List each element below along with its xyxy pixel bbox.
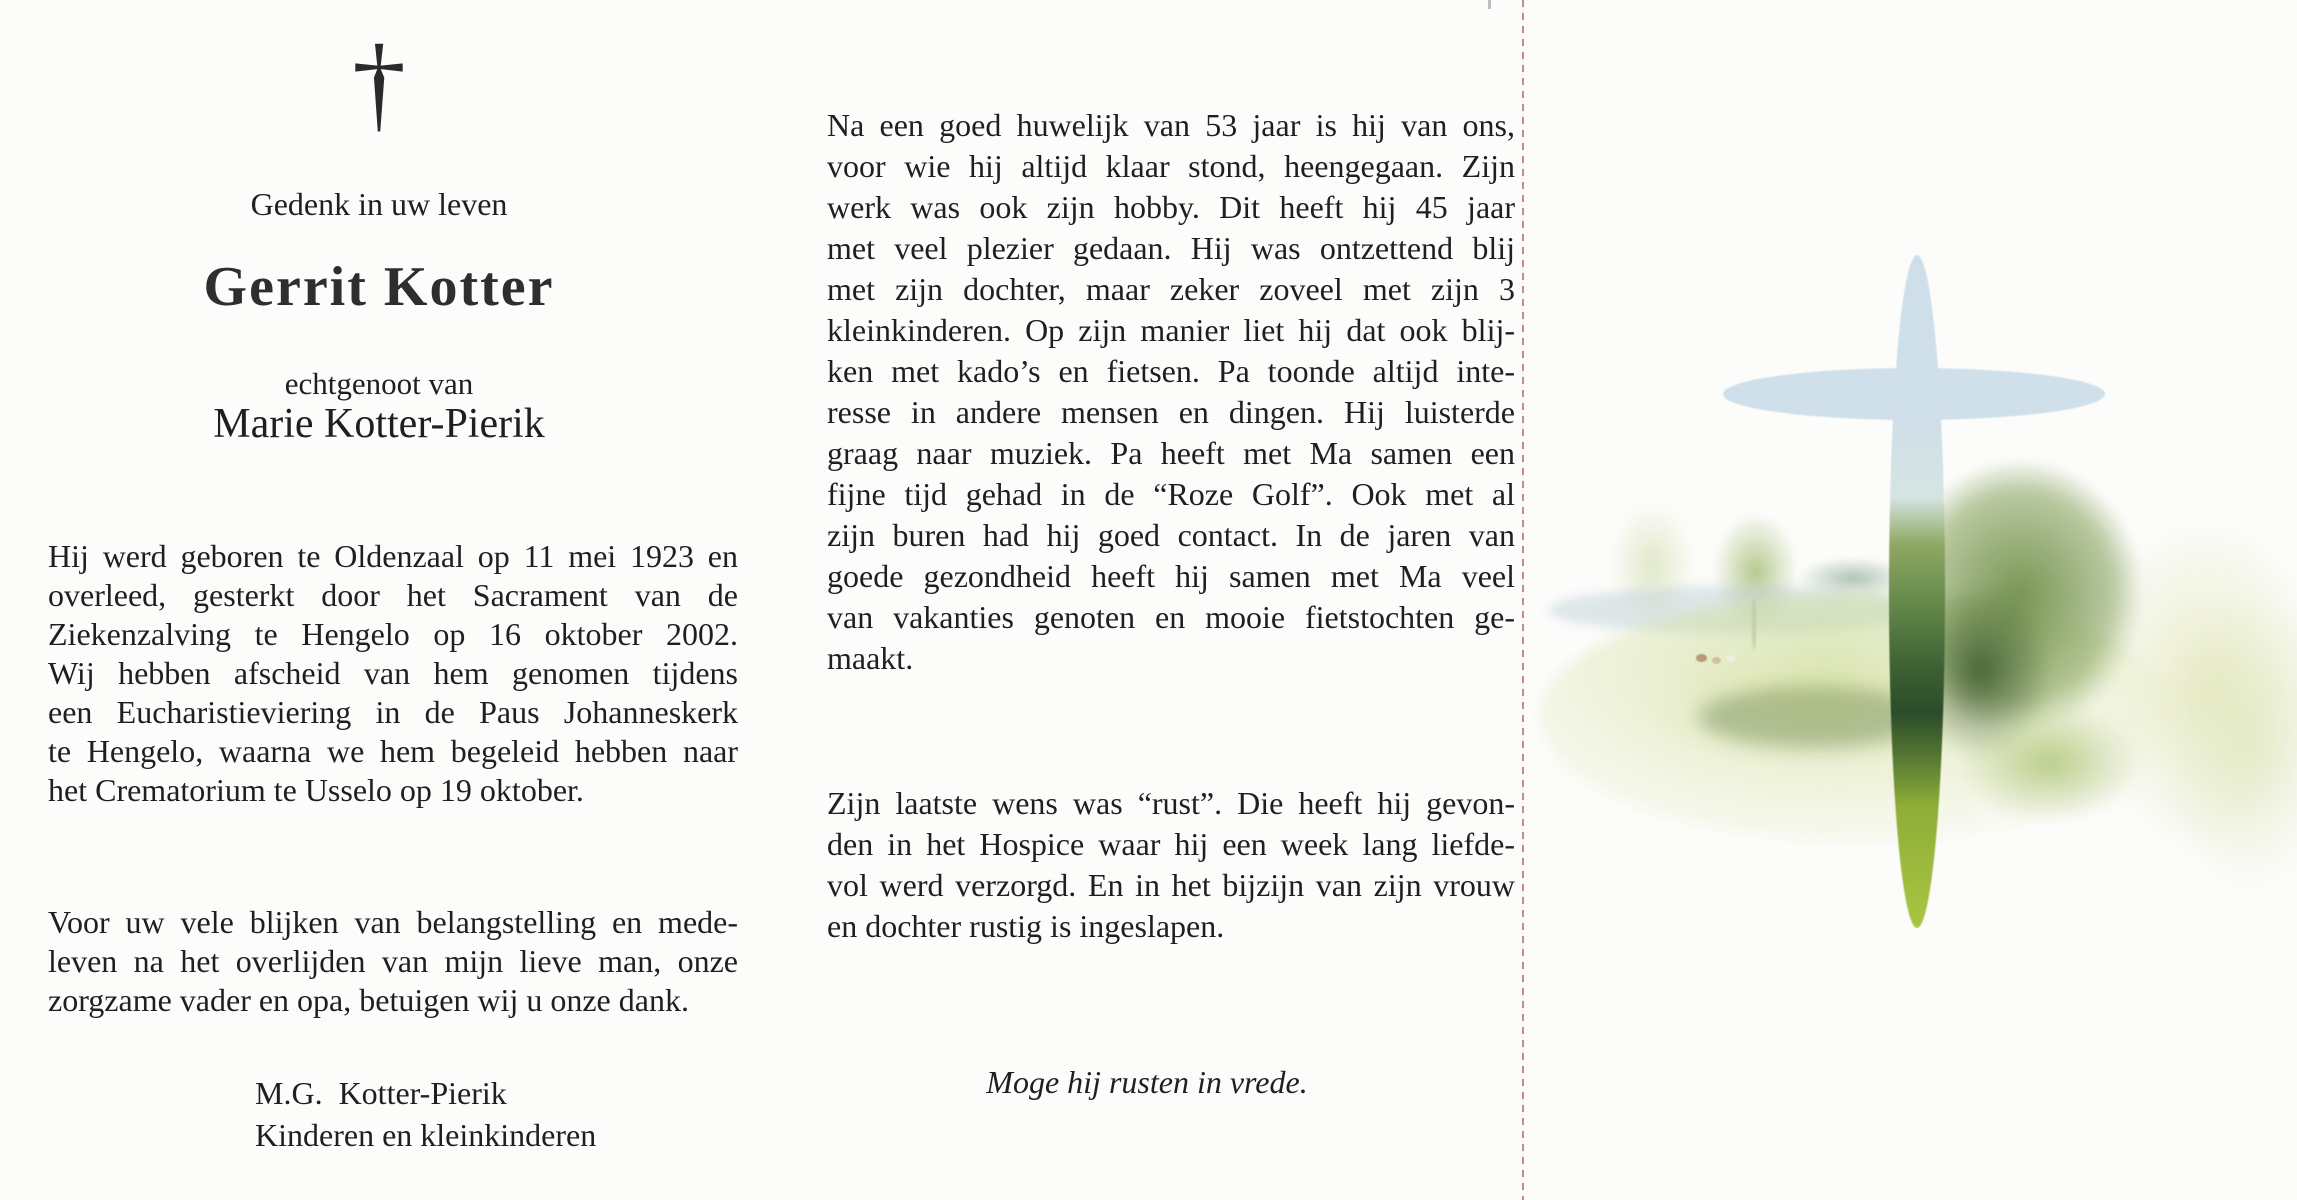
memorial-card-right-page bbox=[820, 0, 1520, 1200]
cross-icon: † bbox=[352, 24, 406, 143]
thanks-paragraph: Voor uw vele blijken van belangstelling en mede- leven na het overlijden van mijn lieve man, onze zorgzame vader en opa, betuigen wij u onze dank. bbox=[48, 904, 738, 1018]
signature-family: Kinderen en kleinkinderen bbox=[255, 1117, 597, 1153]
relation-line: echtgenoot van bbox=[284, 366, 474, 401]
crop-mark bbox=[1488, 0, 1491, 9]
signature-name: M.G. Kotter-Pierik bbox=[255, 1075, 507, 1111]
cross-vertical-bar-icon bbox=[1889, 255, 1945, 928]
grazing-animal-icon bbox=[1696, 654, 1707, 662]
deceased-name: Gerrit Kotter bbox=[203, 256, 555, 318]
fold-line bbox=[1522, 0, 1524, 1200]
spouse-name: Marie Kotter-Pierik bbox=[213, 401, 545, 447]
memoir-paragraph: Na een goed huwelijk van 53 jaar is hij van ons, voor wie hij altijd klaar stond, heengegaan. Zijn werk was ook zijn hobby. Dit heeft hij 45 jaar met veel plezier gedaan. Hij was ontzettend blij met zijn dochter, maar zeker zoveel met zijn 3 kleinkinderen. Op zijn manier liet hij dat ook blij- ken met kado’s en fietsen. Pa toonde altijd inte- resse in andere mensen en dingen. Hij luisterde graag naar muziek. Pa heeft met Ma samen een fijne tijd gehad in de “Roze Golf”. Ook met al zijn buren had hij goed contact. In de jaren van goede gezondheid heeft hij samen met Ma veel van vakanties genoten en mooie fietstochten ge- maakt. bbox=[827, 107, 1515, 676]
signature-block bbox=[255, 1072, 596, 1156]
birth-death-paragraph: Hij werd geboren te Oldenzaal op 11 mei 1923 en overleed, gesterkt door het Sacrament van de Ziekenzalving te Hengelo op 16 oktober 2002. Wij hebben afscheid van hem genomen tijdens een Eucharistieviering in de Paus Johanneskerk te Hengelo, waarna we hem begeleid hebben naar het Crematorium te Usselo op 19 oktober. bbox=[48, 538, 738, 808]
final-days-paragraph: Zijn laatste wens was “rust”. Die heeft hij gevon- den in het Hospice waar hij een week lang liefde- vol werd verzorgd. En in het bijzijn van zijn vrouw en dochter rustig is ingeslapen. bbox=[827, 785, 1515, 944]
cover-artwork bbox=[1540, 0, 2297, 1200]
grazing-animal-icon bbox=[1712, 657, 1721, 664]
closing-wish: Moge hij rusten in vrede. bbox=[986, 1064, 1308, 1100]
memorial-intro: Gedenk in uw leven bbox=[250, 186, 508, 222]
memorial-card-left-page bbox=[0, 0, 758, 1200]
grazing-animal-icon bbox=[1726, 655, 1736, 662]
